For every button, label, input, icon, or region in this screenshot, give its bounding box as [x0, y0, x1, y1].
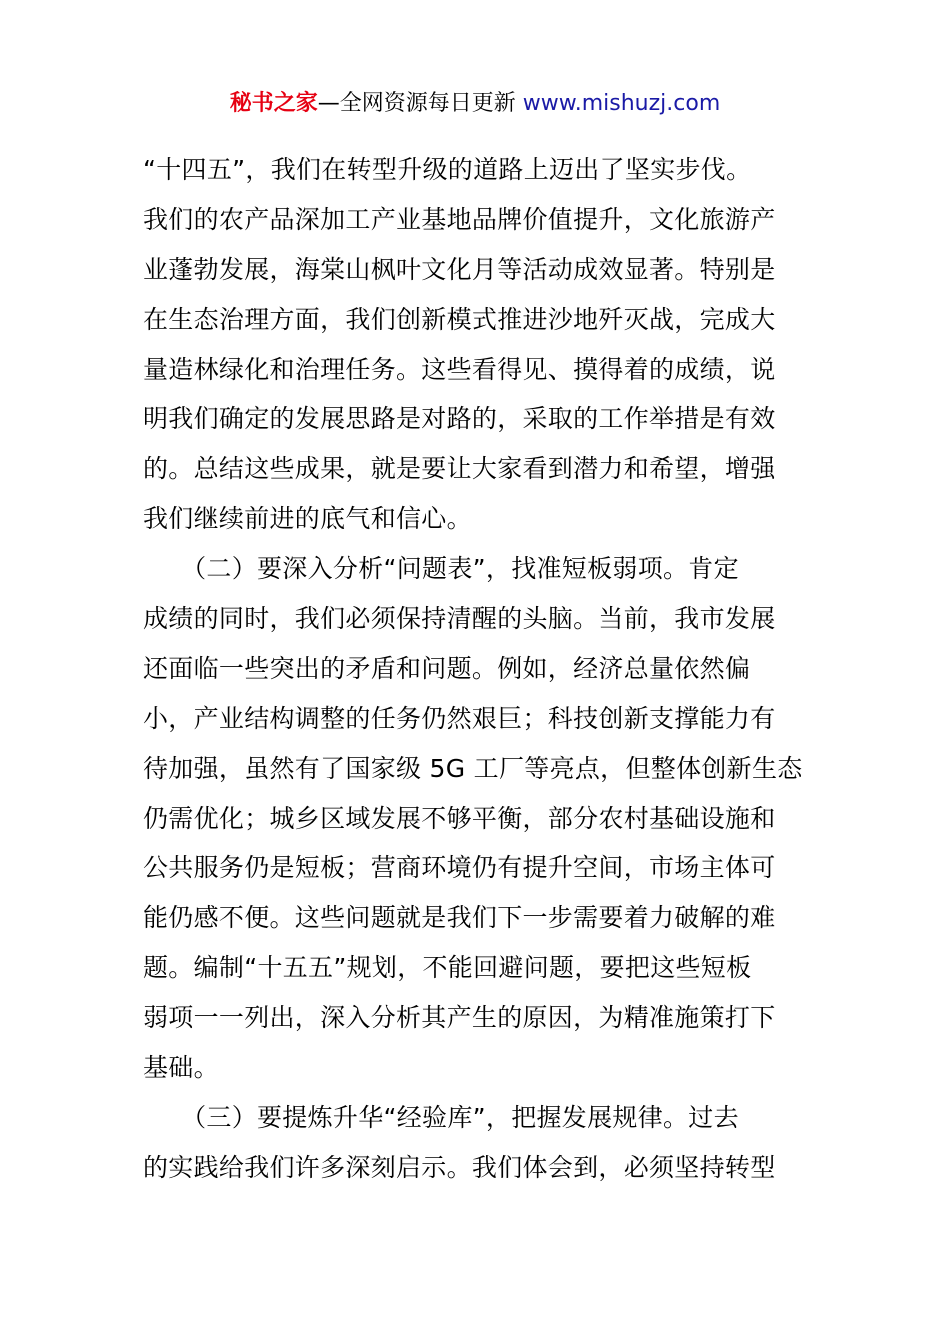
text-line: （二）要深入分析“问题表”，找准短板弱项。肯定 [143, 554, 739, 584]
text-line: 我们继续前进的底气和信心。 [143, 504, 472, 534]
header-brand: 秘书之家 [229, 91, 318, 116]
text-line: “十四五”，我们在转型升级的道路上迈出了坚实步伐。 [143, 155, 752, 184]
text-line: （三）要提炼升华“经验库”，把握发展规律。过去 [143, 1102, 739, 1132]
text-line: 待加强，虽然有了国家级 5G 工厂等亮点，但整体创新生态 [143, 753, 803, 783]
text-line: 小，产业结构调整的任务仍然艰巨；科技创新支撑能力有 [143, 703, 776, 733]
page-header [0, 88, 950, 120]
text-line: 的实践给我们许多深刻启示。我们体会到，必须坚持转型 [143, 1152, 776, 1182]
text-line: 基础。 [143, 1053, 219, 1083]
text-line: 还面临一些突出的矛盾和问题。例如，经济总量依然偏 [143, 653, 751, 683]
text-line: 的。总结这些成果，就是要让大家看到潜力和希望，增强 [143, 454, 776, 484]
text-line: 公共服务仍是短板；营商环境仍有提升空间，市场主体可 [143, 853, 776, 883]
body-text [143, 145, 809, 1193]
header-url-link[interactable]: www.mishuzj.com [522, 91, 721, 116]
text-line: 明我们确定的发展思路是对路的，采取的工作举措是有效 [143, 404, 776, 434]
text-line: 成绩的同时，我们必须保持清醒的头脑。当前，我市发展 [143, 604, 776, 634]
header-slogan: —全网资源每日更新 [317, 91, 523, 116]
text-line: 量造林绿化和治理任务。这些看得见、摸得着的成绩，说 [143, 354, 776, 384]
text-line: 在生态治理方面，我们创新模式推进沙地歼灭战，完成大 [143, 304, 776, 334]
text-line: 能仍感不便。这些问题就是我们下一步需要着力破解的难 [143, 903, 776, 933]
text-line: 弱项一一列出，深入分析其产生的原因，为精准施策打下 [143, 1003, 776, 1033]
text-line: 题。编制“十五五”规划，不能回避问题，要把这些短板 [143, 953, 752, 983]
text-line: 仍需优化；城乡区域发展不够平衡，部分农村基础设施和 [143, 803, 776, 833]
text-line: 我们的农产品深加工产业基地品牌价值提升，文化旅游产 [143, 204, 776, 234]
text-line: 业蓬勃发展，海棠山枫叶文化月等活动成效显著。特别是 [143, 254, 776, 284]
